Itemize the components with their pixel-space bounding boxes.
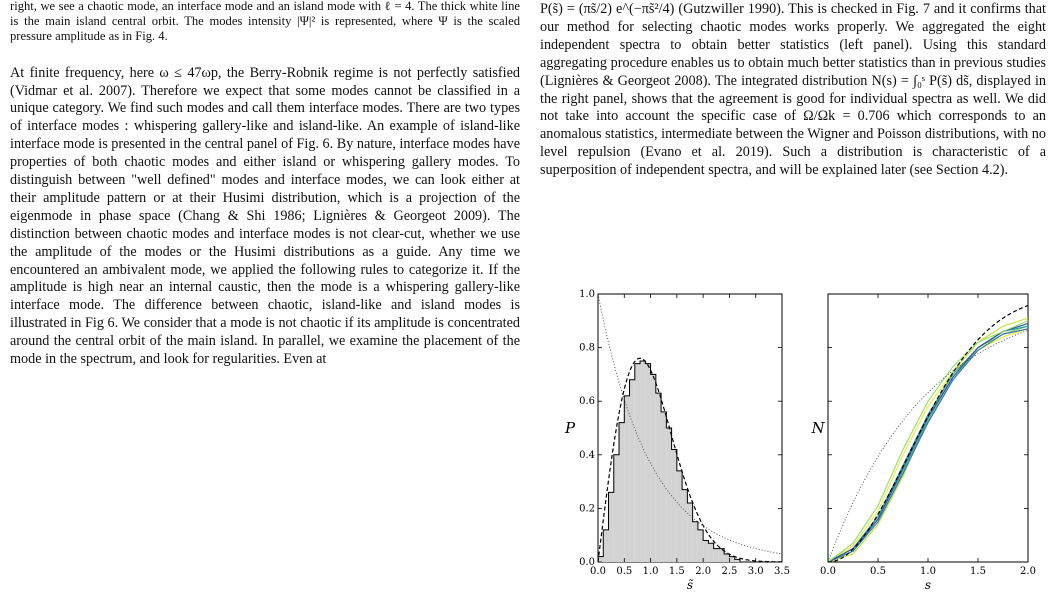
- histogram-y-label: P: [564, 419, 576, 437]
- left-ytick-label: 0.2: [579, 503, 595, 515]
- left-ytick-label: 0.6: [579, 396, 595, 408]
- histogram-bar: [624, 396, 629, 562]
- histogram-panel: [564, 289, 790, 592]
- right-xtick-label: 0.0: [820, 566, 836, 577]
- histogram-bar: [729, 557, 734, 562]
- cumulative-series-line: [828, 326, 1028, 562]
- histogram-bar: [698, 530, 703, 562]
- right-xtick-label: 2.0: [1020, 566, 1036, 577]
- cumulative-series-line: [828, 323, 1028, 562]
- left-xtick-label: 0.0: [590, 566, 606, 577]
- figure-7: [560, 286, 1046, 606]
- left-column: [10, 0, 520, 369]
- left-xtick-label: 3.0: [747, 566, 764, 577]
- body-paragraph-interface-modes: At finite frequency, here ω ≤ 47ωp, the Berry-Robnik regime is not perfectly satisfied (Vidmar et al. 2007). Therefore we expect that some modes cannot be classified in a unique category. We find such modes and call them interface modes. There are two types of interface modes : whispering gallery-like and island-like. An example of island-like interface mode is presented in the central panel of Fig. 6. By nature, interface modes have properties of both chaotic modes and either island or whispering gallery modes. To distinguish between "well defined" modes and interface modes, we can look either at their amplitude pattern or at their Husimi distribution, which is a projection of the eigenmode in phase space (Chang & Shi 1986; Lignières & Georgeot 2009). The distinction between chaotic modes and interface modes is not clear-cut, whether we use the amplitude of the modes or the Husimi distributions as a guide. Any time we encountered an ambivalent mode, we applied the following rules to categorize it. If the amplitude is high near an internal caustic, then the mode is a whispering gallery-like interface mode. The difference between chaotic, island-like and island modes is illustrated in Fig 6. We consider that a mode is not chaotic if its amplitude is concentrated around the central orbit of the main island. In parallel, we examine the placement of the mode in the spectrum, and look for regularities. Even at: [10, 64, 520, 368]
- histogram-bar: [703, 541, 708, 562]
- histogram-bar: [724, 554, 729, 562]
- left-xtick-label: 2.0: [695, 566, 712, 577]
- left-xtick-label: 0.5: [616, 566, 633, 577]
- figure-6-caption-tail: right, we see a chaotic mode, an interface mode and an island mode with ℓ = 4. The thick white line is the main island central orbit. The modes intensity |Ψ|² is represented, where Ψ is the scaled pressure amplitude as in Fig. 4.: [10, 0, 520, 44]
- histogram-bar: [682, 490, 687, 562]
- histogram-bar: [708, 543, 713, 562]
- right-wigner_cumulative-curve: [828, 306, 1028, 562]
- histogram-bar: [656, 393, 661, 562]
- left-ytick-label: 0.4: [579, 449, 595, 461]
- histogram-bar: [714, 549, 719, 562]
- right-column: [540, 0, 1046, 180]
- right-poisson_cumulative-curve: [828, 330, 1028, 562]
- histogram-bar: [661, 412, 666, 562]
- cumulative-series-line: [828, 326, 1028, 562]
- histogram-bar: [693, 522, 698, 562]
- left-xtick-label: 1.0: [642, 566, 659, 577]
- left-xtick-label: 3.5: [774, 566, 790, 577]
- histogram-x-label: s̃: [686, 578, 694, 592]
- cumulative-series-line: [828, 329, 1028, 562]
- cumulative-x-label: s: [924, 578, 932, 592]
- left-ytick-label: 1.0: [579, 289, 595, 300]
- histogram-bar: [640, 361, 645, 562]
- histogram-bar: [619, 423, 624, 562]
- histogram-bar: [677, 471, 682, 562]
- histogram-bar: [687, 503, 692, 562]
- histogram-bar: [630, 380, 635, 562]
- cumulative-series-line: [828, 323, 1028, 562]
- left-ytick-label: 0.0: [579, 557, 595, 568]
- cumulative-series-line: [828, 329, 1028, 562]
- histogram-bar: [609, 492, 614, 562]
- histogram-bar: [666, 428, 671, 562]
- right-xtick-label: 1.0: [920, 566, 936, 577]
- histogram-bar: [603, 530, 608, 562]
- left-ytick-label: 0.8: [579, 342, 595, 354]
- right-xtick-label: 1.5: [970, 566, 986, 577]
- body-paragraph-statistics: P(s̃) = (πs̃/2) e^(−πs̃²/4) (Gutzwiller 1990). This is checked in Fig. 7 and it confirms that our method for selecting chaotic modes works properly. We aggregated the eight independent spectra to obtain better statistics (left panel). Using this standard aggregating procedure enables us to obtain much better statistics than in previous studies (Lignières & Georgeot 2008). The integrated distribution N(s) = ∫₀ˢ P(s̃) ds̃, displayed in the right panel, shows that the agreement is good for individual spectra as well. We did not take into account the specific case of Ω/Ωk = 0.706 which corresponds to an anomalous statistics, intermediate between the Wigner and Poisson distributions, with no level repulsion (Evano et al. 2019). Such a distribution is characteristic of a superposition of independent spectra, and will be explained later (see Section 4.2).: [540, 1, 1046, 179]
- cumulative-series-line: [828, 318, 1028, 562]
- cumulative-y-label: N: [811, 419, 825, 437]
- left-xtick-label: 1.5: [668, 566, 685, 577]
- histogram-bar: [614, 455, 619, 562]
- histogram-bar: [672, 449, 677, 562]
- left-xtick-label: 2.5: [721, 566, 738, 577]
- right-xtick-label: 0.5: [870, 566, 886, 577]
- histogram-bar: [635, 364, 640, 562]
- cumulative-series-line: [828, 321, 1028, 562]
- figure-7-svg: [560, 286, 1046, 606]
- cumulative-panel: [810, 294, 1036, 592]
